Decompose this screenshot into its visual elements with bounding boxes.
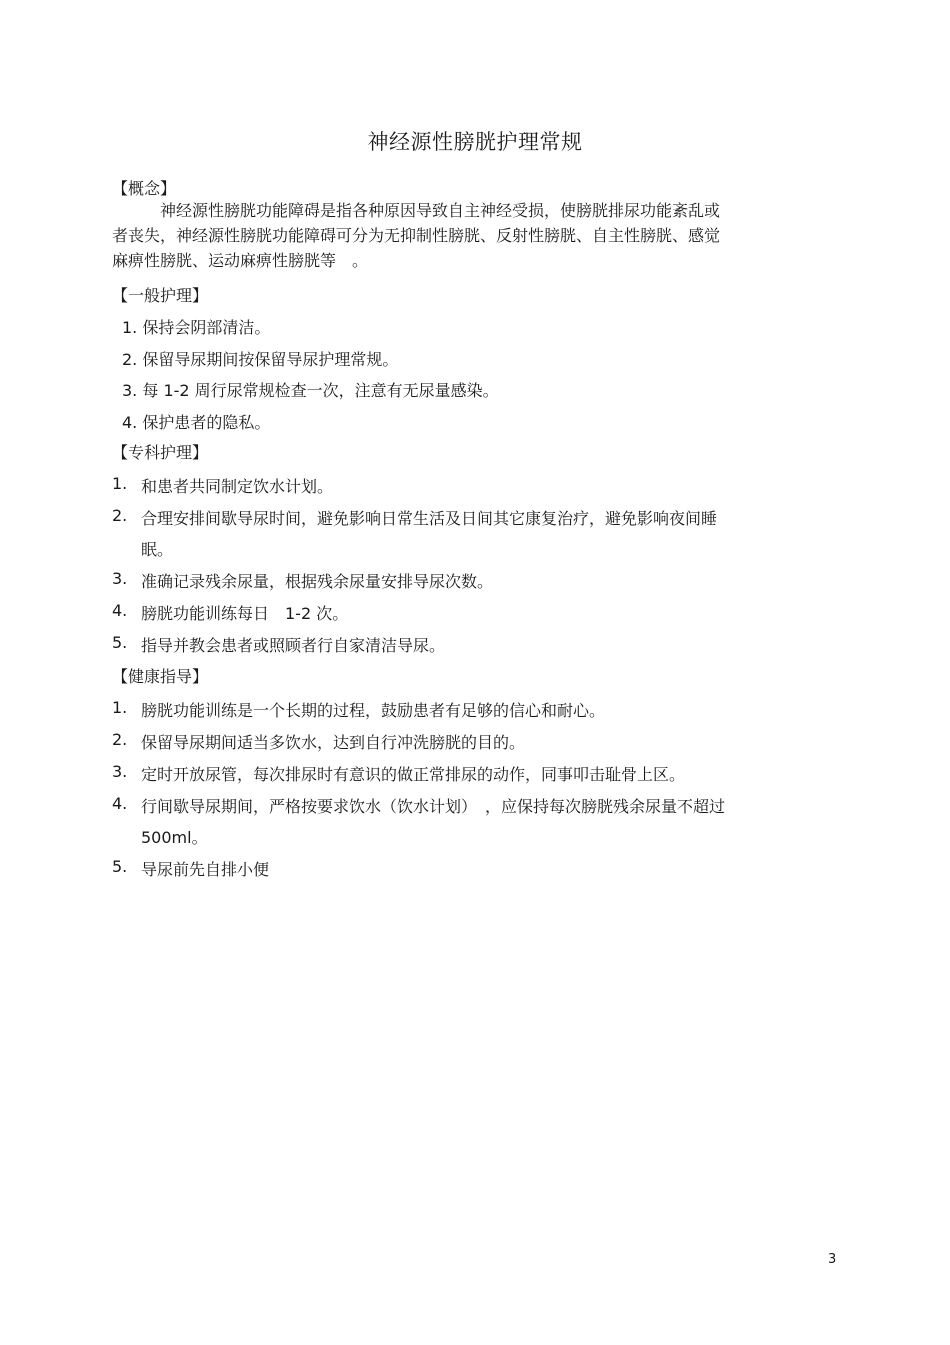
concept-paragraph (112, 198, 812, 273)
list-item: 4. 保护患者的隐私。 (122, 413, 271, 432)
concept-line: 神经源性膀胱功能障碍是指各种原因导致自主神经受损，使膀胱排尿功能紊乱或 (160, 201, 721, 220)
document-title: 神经源性膀胱护理常规 (367, 130, 583, 154)
concept-line: 麻痹性膀胱、运动麻痹性膀胱等 。 (112, 251, 369, 270)
heading-health-guidance: 【健康指导】 (112, 667, 209, 686)
list-number: 2. (112, 506, 128, 525)
list-text: 行间歇导尿期间，严格按要求饮水（饮水计划） ，应保持每次膀胱残余尿量不超过 (141, 797, 726, 816)
list-text: 合理安排间歇导尿时间，避免影响日常生活及日间其它康复治疗，避免影响夜间睡 (141, 509, 718, 528)
list-text: 保留导尿期间适当多饮水，达到自行冲洗膀胱的目的。 (141, 733, 526, 752)
list-text: 膀胱功能训练每日 1-2 次。 (141, 604, 349, 623)
list-text: 定时开放尿管，每次排尿时有意识的做正常排尿的动作，同事叩击耻骨上区。 (141, 765, 686, 784)
list-number: 3. (112, 762, 128, 781)
list-text: 膀胱功能训练是一个长期的过程，鼓励患者有足够的信心和耐心。 (141, 701, 606, 720)
list-number: 5. (112, 857, 128, 876)
list-text: 指导并教会患者或照顾者行自家清洁导尿。 (141, 636, 446, 655)
list-item: 2. 保留导尿期间按保留导尿护理常规。 (122, 350, 399, 369)
list-number: 1. (112, 698, 128, 717)
heading-concept: 【概念】 (112, 179, 177, 198)
list-text: 导尿前先自排小便 (141, 860, 270, 879)
list-number: 1. (112, 474, 128, 493)
heading-general-nursing: 【一般护理】 (112, 286, 209, 305)
heading-specialist-nursing: 【专科护理】 (112, 443, 209, 462)
list-text: 准确记录残余尿量，根据残余尿量安排导尿次数。 (141, 572, 494, 591)
list-text: 和患者共同制定饮水计划。 (141, 477, 334, 496)
list-text-continuation: 500ml。 (141, 828, 208, 847)
list-item: 1. 保持会阴部清洁。 (122, 318, 271, 337)
list-number: 2. (112, 730, 128, 749)
list-number: 4. (112, 601, 128, 620)
list-number: 4. (112, 794, 128, 813)
concept-line: 者丧失，神经源性膀胱功能障碍可分为无抑制性膀胱、反射性膀胱、自主性膀胱、感觉 (112, 226, 721, 245)
list-item: 3. 每 1-2 周行尿常规检查一次，注意有无尿量感染。 (122, 381, 499, 400)
list-number: 3. (112, 569, 128, 588)
list-text-continuation: 眠。 (141, 540, 174, 559)
list-number: 5. (112, 633, 128, 652)
page-number: 3 (828, 1252, 837, 1267)
